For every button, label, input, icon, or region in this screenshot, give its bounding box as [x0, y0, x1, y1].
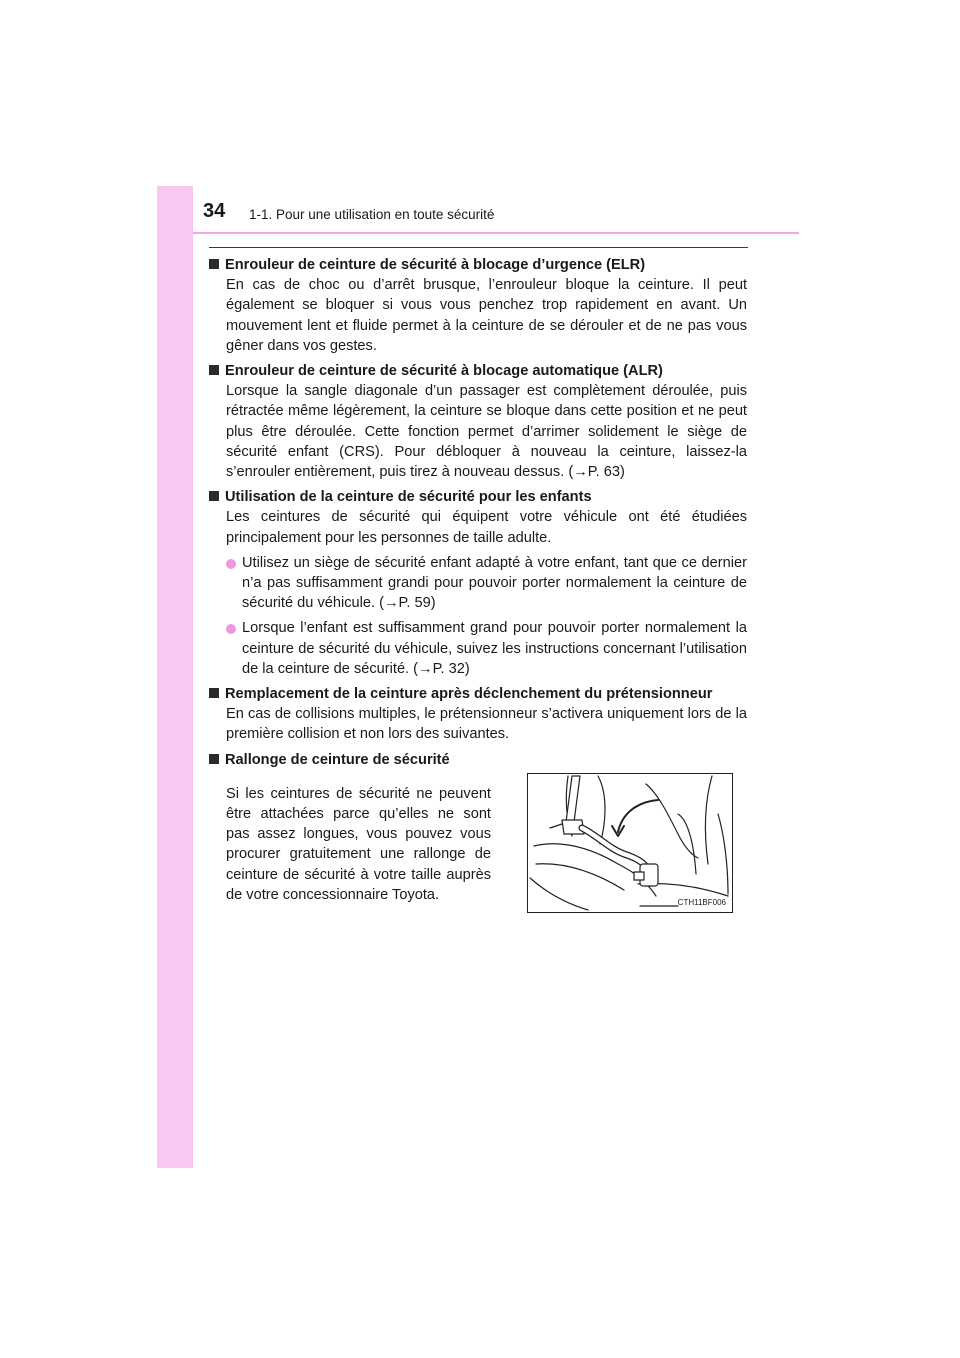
round-bullet-icon	[226, 624, 236, 634]
section-text: En cas de collisions multiples, le prétensionneur s’activera uniquement lors de la première collision et non lors des suivantes.	[226, 706, 747, 743]
square-bullet-icon	[209, 754, 219, 764]
section-heading: Utilisation de la ceinture de sécurité pour les enfants	[225, 489, 592, 506]
round-bullet-icon	[226, 559, 236, 569]
figure-code: CTH11BF006	[677, 898, 726, 907]
section-elr	[209, 255, 747, 356]
square-bullet-icon	[209, 688, 219, 698]
section-pretensioner	[209, 684, 747, 745]
section-heading: Rallonge de ceinture de sécurité	[225, 751, 450, 768]
section-title: 1-1. Pour une utilisation en toute sécurité	[249, 207, 495, 222]
section-heading: Enrouleur de ceinture de sécurité à blocage d’urgence (ELR)	[225, 257, 646, 273]
section-heading: Enrouleur de ceinture de sécurité à blocage automatique (ALR)	[225, 363, 663, 380]
section-text: Lorsque la sangle diagonale d’un passager est complètement déroulée, puis rétractée même légèrement, la ceinture se bloque dans cette position et ne peut plus être déroulée. Cette fonction permet d’arrimer solidement le siège de sécurité enfant (CRS). Pour débloquer à nouveau la ceinture, laissez-la s’enrouler entièrement, puis tirez à nouveau dessus. (→P. 63)	[226, 383, 747, 481]
page-number: 34	[203, 200, 226, 222]
square-bullet-icon	[209, 365, 219, 375]
section-children	[209, 487, 747, 679]
square-bullet-icon	[209, 259, 219, 269]
seatbelt-extender-icon	[528, 774, 732, 912]
section-text: Les ceintures de sécurité qui équipent votre véhicule ont été étudiées principalement pour les personnes de taille adulte.	[226, 509, 747, 546]
section-heading: Remplacement de la ceinture après déclenchement du prétensionneur	[225, 686, 713, 703]
list-item: Utilisez un siège de sécurité enfant adapté à votre enfant, tant que ce dernier n’a pas suffisamment grandi pour pouvoir porter normalement la ceinture de sécurité du véhicule. (→P. 59)	[209, 553, 747, 614]
list-item: Lorsque l’enfant est suffisamment grand pour pouvoir porter normalement la ceinture de sécurité du véhicule, suivez les instructions concernant l’utilisation de la ceinture de sécurité. (→P. 32)	[209, 618, 747, 679]
header-rule	[193, 232, 799, 234]
section-text: Si les ceintures de sécurité ne peuvent être attachées parce qu’elles ne sont pas assez longues, vous pouvez vous procurer gratuitement une rallonge de ceinture de sécurité à votre taille auprès de votre concessionnaire Toyota.	[226, 785, 491, 903]
section-text: En cas de choc ou d’arrêt brusque, l’enrouleur bloque la ceinture. Il peut également se bloquer si vous vous penchez trop rapidement en avant. Un mouvement lent et fluide permet à la ceinture de se dérouler et de ne pas vous gêner dans vos gestes.	[226, 277, 747, 354]
section-alr	[209, 361, 747, 482]
bullet-list	[209, 553, 747, 679]
chapter-sidebar-tab	[157, 186, 193, 1168]
content-top-rule	[209, 247, 748, 248]
square-bullet-icon	[209, 491, 219, 501]
seatbelt-extender-illustration	[527, 773, 733, 913]
